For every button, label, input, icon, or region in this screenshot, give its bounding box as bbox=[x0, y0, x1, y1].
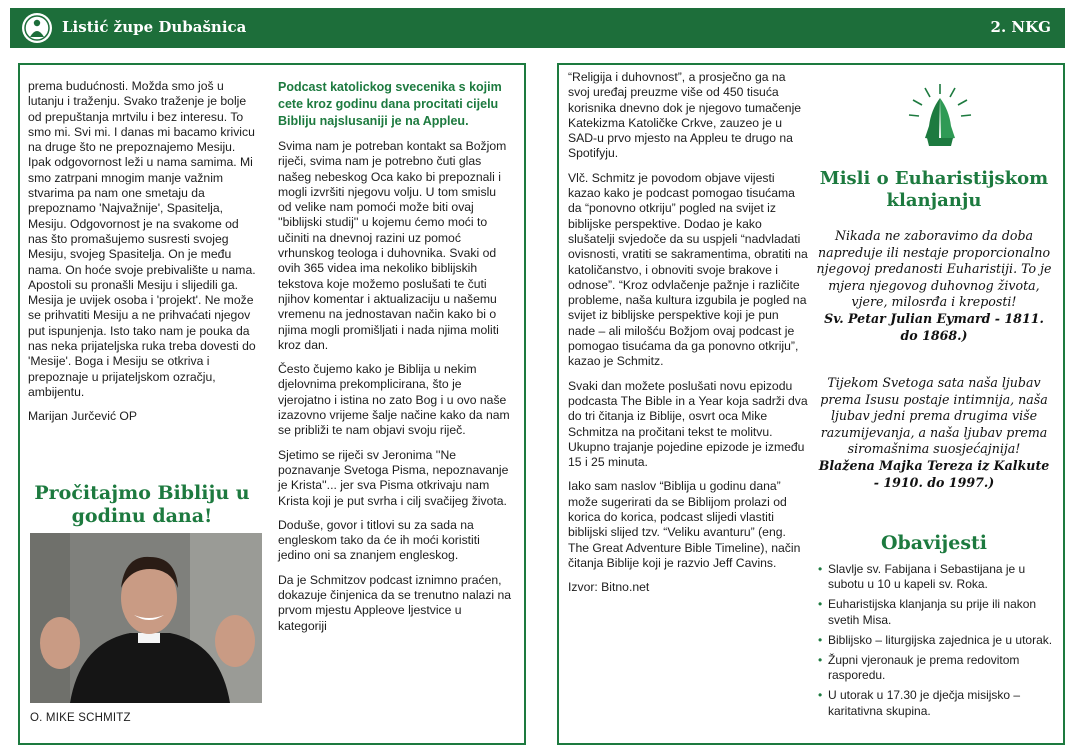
header-bar bbox=[10, 8, 1065, 48]
list-item: • Slavlje sv. Fabijana i Sebastijana je u subotu u 10 u kapeli sv. Roka. bbox=[818, 562, 1053, 592]
list-item: • Biblijsko – liturgijska zajednica je u utorak. bbox=[818, 633, 1053, 648]
quote-teresa bbox=[814, 375, 1054, 491]
paragraph: Doduše, govor i titlovi su za sada na engleskom tako da će ih moći koristiti jedino oni sa znanjem engleskog. bbox=[278, 517, 480, 563]
praying-hands-icon bbox=[905, 80, 975, 150]
paragraph: Vlč. Schmitz je povodom objave vijesti kazao kako je podcast pomogao tisućama da “ponovno otkriju” pogled na svijet iz biblijske perspektive. Dodao je kako slušatelji svjedoče da su uspjeli “nadvladati ovisnosti, vratiti se sakramentima, obratiti na katoličanstvo, i obnoviti svoje brakove i odnose”. “Kroz odvlačenje pažnje i različite probleme, naša kultura izgubila je pogled na svijet iz biblijske perspektive koji je pun nade – ali milošću Božjom ovaj podcast je pomogao tisućama da ga ponovno otkriju”, kazao je Schmitz. bbox=[568, 170, 808, 369]
paragraph: Da je Schmitzov podcast iznimno praćen, dokazuje činjenica da se trenutno nalazi na prvom mjestu Appleove ljestvice u kategoriji bbox=[278, 572, 512, 633]
paragraph: Svaki dan možete poslušati novu epizodu podcasta The Bible in a Year koja sadrži dva do tri čitanja iz Biblije, osvrt oca Mike Schmitza na pročitani tekst te molitvu. Ukupno trajanje pojedine epizode je između 15 i 25 minuta. bbox=[568, 378, 808, 470]
column-3 bbox=[568, 70, 808, 605]
column-1 bbox=[28, 79, 256, 434]
quote-text: Nikada ne zaboravimo da doba napreduje ili nestaje proporcionalno njegovoj predanosti Euharistiji. To je mjera njegovog duhovnog života, vjere, milosrđa i kreposti! bbox=[816, 228, 1052, 310]
column-2 bbox=[278, 79, 512, 643]
notices-title: Obavijesti bbox=[880, 532, 988, 554]
podcast-heading: Podcast katolickog svecenika s kojim cete kroz godinu dana procitati cijelu Bibliju najslusaniji je na Appleu. bbox=[278, 80, 502, 128]
quote-text: Tijekom Svetoga sata naša ljubav prema Isusu postaje intimnija, naša ljubav jedni prema drugima više razumijevanja, a naša ljubav prema siromašnima suosjećajnija! bbox=[820, 375, 1048, 457]
notices-list bbox=[818, 562, 1053, 724]
quote-author: Sv. Petar Julian Eymard - 1811. do 1868.) bbox=[824, 310, 1044, 343]
quote-eymard bbox=[814, 228, 1054, 344]
adoration-title: Misli o Euharistijskom klanjanju bbox=[819, 168, 1049, 211]
photo-caption: O. MIKE SCHMITZ bbox=[30, 712, 131, 724]
paragraph: Sjetimo se riječi sv Jeronima ''Ne poznavanje Svetoga Pisma, nepoznavanje je Krista''... jer sva Pisma otkrivaju nam Krista koji je put svrha i cilj svačijeg života. bbox=[278, 447, 509, 508]
list-item: • U utorak u 17.30 je dječja misijsko – karitativna skupina. bbox=[818, 688, 1053, 718]
list-item: • Župni vjeronauk je prema redovitom rasporedu. bbox=[818, 653, 1053, 683]
section-title-bible: Pročitajmo Bibliju u godinu dana! bbox=[34, 482, 250, 527]
list-item: • Euharistijska klanjanja su prije ili nakon svetih Misa. bbox=[818, 597, 1053, 627]
paragraph: Svima nam je potreban kontakt sa Božjom riječi, svima nam je potrebno čuti glas našeg nebeskog Oca kako bi prepoznali i mogli izvršiti njegovu volju. U tom smislu od velike nam pomoći može biti ovaj ''biblijski studij'' u kojemu ćemo moći to učiniti na dnevnoj razini uz pomoć vrhunskog teologa i duhovnika. Svaki od ovih 365 videa ima nekoliko biblijskih tekstova koje možemo poslušati te čuti njihov komentar i aktualizaciju u našemu vremenu na jednostavan način kako bi o njima mogli promišljati i nada njima moliti kroz dan. bbox=[278, 139, 507, 352]
reflection-text: prema budućnosti. Možda smo još u lutanju i traženju. Svako traženje je bolje od prepuštanja mrtvilu i bez interesu. To smo mi. Svi mi. I danas mi bacamo krivicu na druge što ne prepoznajemo Mesiju. Ipak odgovornost leži u nama samima. Mi smo zatrpani mnogim manje važnim stvarima pa nam one smetaju da prepoznamo 'Najvažnije', Spasitelja, Mesiju. Odgovornost je na svakome od nas što promašujemo susresti svojeg Mesiju, svojeg Spasitelja. On je među nama. On hoće svoje prebivalište u nama. Apostoli su pronašli Mesiju i slijedili ga. Mesija je uvijek osoba i 'projekt'. Ne može se prihvatiti Mesiju a ne prihvaćati njegov put ispunjenja. Isto tako nam je pouka da nas neka prijateljska ruka treba dovesti do 'Mesije'. Boga i Mesiju se otkriva i prepoznaje u prijateljskom ozračju, ambijentu. bbox=[28, 79, 256, 399]
paragraph: Često čujemo kako je Biblija u nekim djelovnima prekomplicirana, što je vjerojatno i istina no zato Bog i u ovo naše izazovno vrijeme šalje načine kako da nam se približi te nam objavi svoju riječ. bbox=[278, 362, 510, 438]
newsletter-title: Listić župe Dubašnica bbox=[62, 18, 247, 36]
parish-logo-icon bbox=[22, 13, 52, 43]
source-line: Izvor: Bitno.net bbox=[568, 580, 650, 595]
page-number: 2. NKG bbox=[990, 18, 1051, 36]
paragraph: Iako sam naslov “Biblija u godinu dana” može sugerirati da se Biblijom prolazi od korica do korica, podcast slijedi vlastiti biblijski slijed tzv. “Veliku avanturu” (eng. The Great Adventure Bible Timeline), način čitanja Biblije koji je razvio Jeff Cavins. bbox=[568, 479, 801, 570]
quote-author: Blažena Majka Tereza iz Kalkute - 1910. do 1997.) bbox=[818, 457, 1050, 490]
paragraph: “Religija i duhovnost”, a prosječno ga na svoj uređaj preuzme više od 450 tisuća korisnika dnevno dok je njegovo tumačenje Katekizma Katoličke Crkve, zauzeo je u SAD-u prvo mjesto na Appleu te drugo na Spotifyju. bbox=[568, 70, 802, 161]
priest-photo bbox=[30, 533, 262, 703]
author-signature: Marijan Jurčević OP bbox=[28, 409, 138, 424]
